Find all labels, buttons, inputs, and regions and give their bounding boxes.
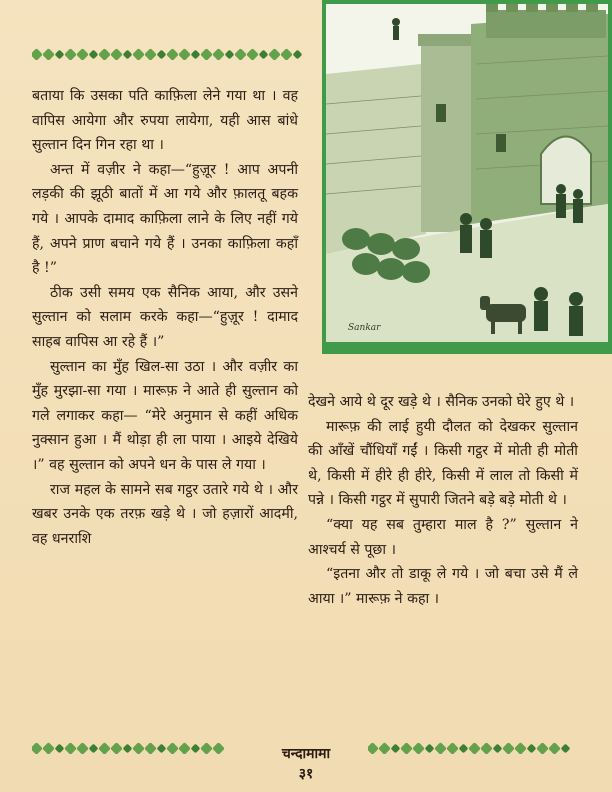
right-paragraph-4: “इतना और तो डाकू ले गये । जो बचा उसे मैं ले आया ।” मारूफ़ ने कहा ।	[308, 566, 578, 607]
right-column	[308, 390, 578, 611]
right-paragraph-2: मारूफ़ की लाई हुयी दौलत को देखकर सुल्तान की आँखें चौंधियाँ गईं । किसी गट्ठर में मोती ही मोती थे, किसी में हीरे ही हीरे, किसी में लाल तो किसी में पन्ने । किसी गट्ठर में सुपारी जितने बड़े बड़े मोती थे ।	[308, 418, 578, 509]
story-illustration	[322, 0, 612, 354]
castle-gate-scene	[326, 4, 608, 342]
right-paragraph-1: देखने आये थे दूर खड़े थे । सैनिक उनको घेरे हुए थे ।	[308, 394, 575, 410]
page-number: ३१	[298, 766, 314, 782]
left-paragraph-4: सुल्तान का मुँह खिल-सा उठा । और वज़ीर का मुँह मुरझा-सा गया । मारूफ़ ने आते ही सुल्तान को गले लगाकर कहा— “मेरे अनुमान से कहीं अधिक नुक्सान हुआ । मैं थोड़ा ही ला पाया । आइये देखिये ।” वह सुल्तान को अपने धन के पास ले गया ।	[32, 358, 298, 473]
artist-signature: Sankar	[348, 323, 381, 333]
left-column-top	[32, 84, 298, 551]
right-paragraph-3: “क्या यह सब तुम्हारा माल है ?” सुल्तान ने आश्चर्य से पूछा ।	[308, 516, 578, 558]
left-paragraph-3: ठीक उसी समय एक सैनिक आया, और उसने सुल्तान को सलाम करके कहा—“हुज़ूर ! दामाद साहब वापिस आ रहे हैं ।”	[32, 284, 298, 350]
left-paragraph-1: बताया कि उसका पति काफ़िला लेने गया था । वह वापिस आयेगा और रुपया लायेगा, यही आस बांधे सुल्तान दिन गिन रहा था ।	[32, 88, 298, 154]
magazine-title: चन्दामामा	[281, 746, 331, 762]
left-paragraph-2: अन्त में वज़ीर ने कहा—“हुज़ूर ! आप अपनी लड़की की झूठी बातों में आ गये और फ़ालतू बहक गये । आपके दामाद काफ़िला लाने के लिए नहीं गये हैं, अपने प्राण बचाने गये हैं । उनका काफ़िला कहाँ है !”	[32, 161, 298, 277]
left-paragraph-5: राज महल के सामने सब गट्ठर उतारे गये थे । और खबर उनके एक तरफ़ खड़े थे । जो हज़ारों आदमी, वह धनराशि	[32, 481, 298, 547]
top-ornament-border	[32, 48, 316, 60]
